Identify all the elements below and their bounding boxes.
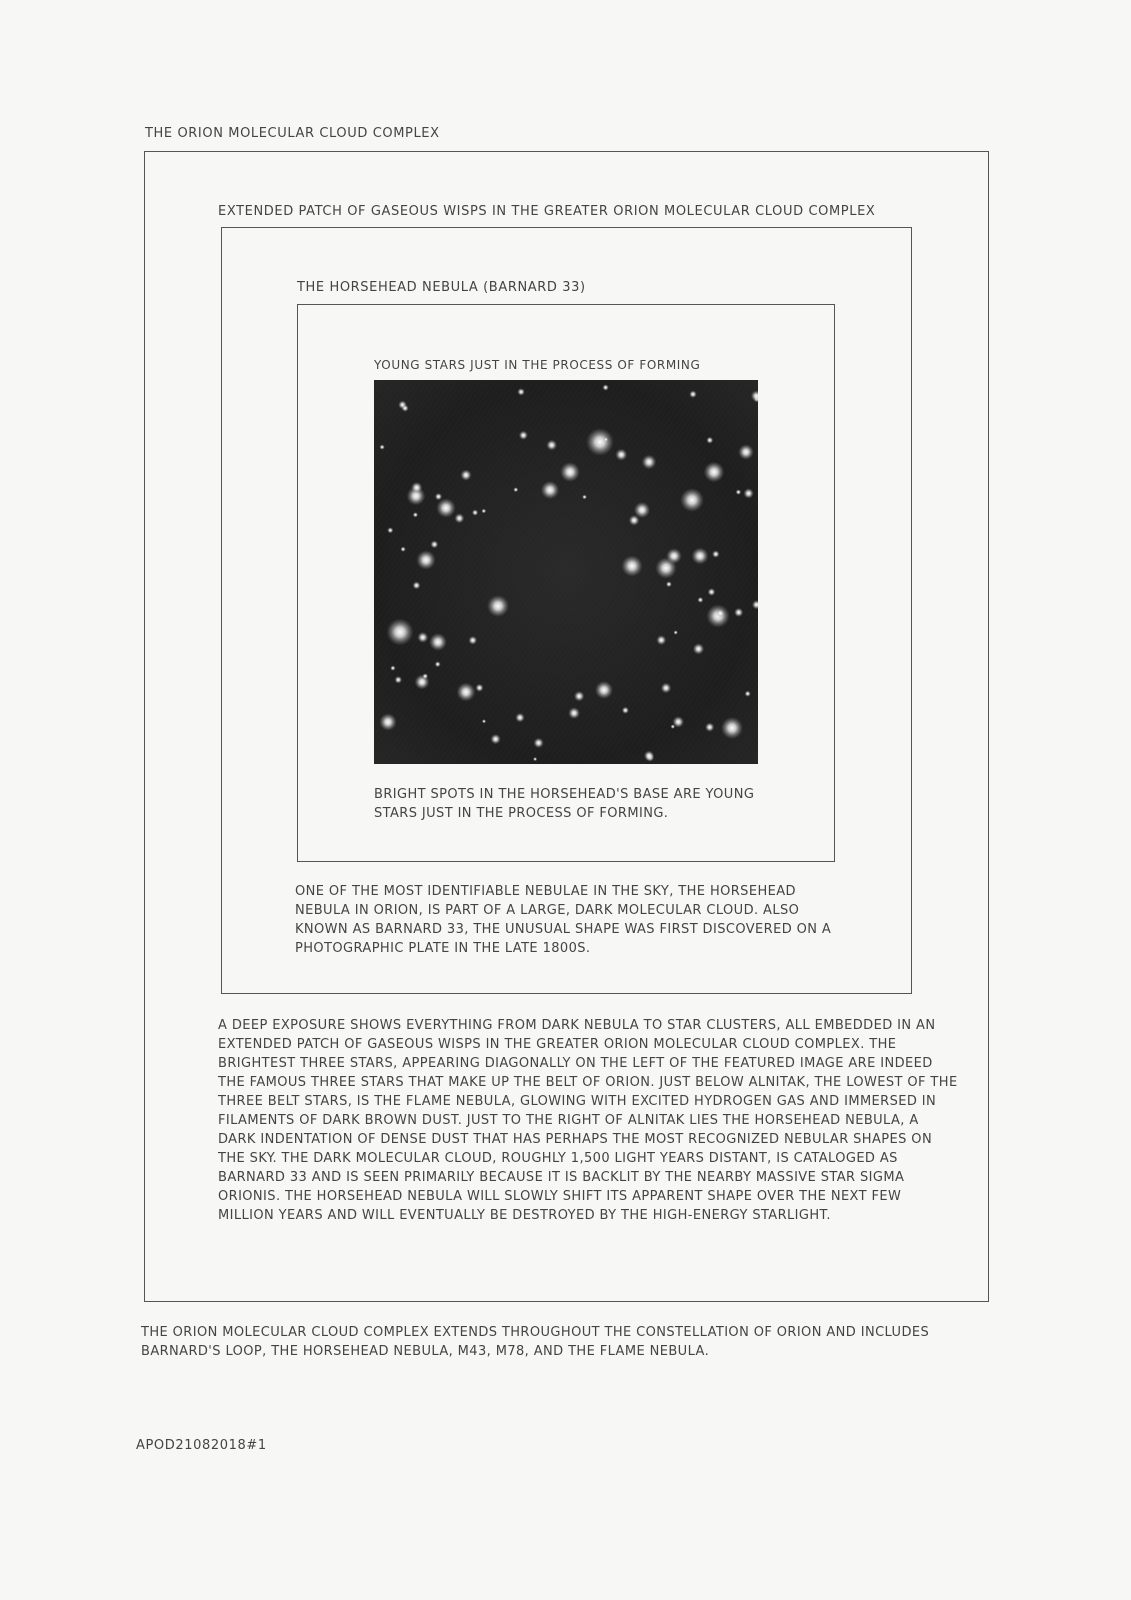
star bbox=[582, 495, 587, 500]
star bbox=[656, 635, 666, 645]
star bbox=[435, 493, 442, 500]
star bbox=[704, 462, 725, 483]
star bbox=[468, 636, 477, 645]
star bbox=[693, 643, 704, 654]
star bbox=[621, 555, 642, 576]
star bbox=[390, 665, 395, 670]
star bbox=[386, 618, 413, 645]
star bbox=[541, 481, 559, 499]
horsehead-description: ONE OF THE MOST IDENTIFIABLE NEBULAE IN THE SKY, THE HORSEHEAD NEBULA IN ORION, IS PART OF A LARGE, DARK MOLECULAR CLOUD. ALSO KNOWN AS BARNARD 33, THE UNUSUAL SHAPE WAS FIRST DISCOVERED ON A PHOTOGRAPHIC PLATE IN THE LATE 1800S. bbox=[295, 884, 832, 956]
star bbox=[519, 431, 528, 440]
star bbox=[517, 388, 525, 396]
star bbox=[416, 550, 435, 569]
star bbox=[533, 757, 537, 761]
star bbox=[422, 673, 428, 679]
star bbox=[490, 734, 500, 744]
star bbox=[411, 482, 422, 493]
level3-title: THE HORSEHEAD NEBULA (BARNARD 33) bbox=[297, 280, 586, 295]
complex-summary: THE ORION MOLECULAR CLOUD COMPLEX EXTENDS THROUGHOUT THE CONSTELLATION OF ORION AND INCLUDES BARNARD'S LOOP, THE HORSEHEAD NEBULA, M43, M78, AND THE FLAME NEBULA. bbox=[141, 1325, 930, 1359]
star bbox=[457, 683, 476, 702]
star bbox=[602, 384, 608, 390]
star bbox=[736, 489, 742, 495]
star bbox=[533, 738, 543, 748]
star bbox=[721, 717, 743, 739]
main-description: A DEEP EXPOSURE SHOWS EVERYTHING FROM DARK NEBULA TO STAR CLUSTERS, ALL EMBEDDED IN AN EXTENDED PATCH OF GASEOUS WISPS IN THE GREATER ORION MOLECULAR CLOUD COMPLEX. THE BRIGHTEST THREE STARS, APPEARING DIAGONALLY ON THE LEFT OF THE FEATURED IMAGE ARE INDEED THE FAMOUS THREE STARS THAT MAKE UP THE BELT OF ORION. JUST BELOW ALNITAK, THE LOWEST OF THE THREE BELT STARS, IS THE FLAME NEBULA, GLOWING WITH EXCITED HYDROGEN GAS AND IMMERSED IN FILAMENTS OF DARK BROWN DUST. JUST TO THE RIGHT OF ALNITAK LIES THE HORSEHEAD NEBULA, A DARK INDENTATION OF DENSE DUST THAT HAS PERHAPS THE MOST RECOGNIZED NEBULAR SHAPES ON THE SKY. THE DARK MOLECULAR CLOUD, ROUGHLY 1,500 LIGHT YEARS DISTANT, IS CATALOGED AS BARNARD 33 AND IS SEEN PRIMARILY BECAUSE IT IS BACKLIT BY THE NEARBY MASSIVE STAR SIGMA ORIONIS. THE HORSEHEAD NEBULA WILL SLOWLY SHIFT ITS APPARENT SHAPE OVER THE NEXT FEW MILLION YEARS AND WILL EVENTUALLY BE DESTROYED BY THE HIGH-ENERGY STARLIGHT. bbox=[218, 1018, 958, 1223]
star bbox=[745, 691, 751, 697]
star bbox=[604, 437, 609, 442]
catalog-id: APOD21082018#1 bbox=[136, 1438, 267, 1453]
star bbox=[400, 547, 405, 552]
star bbox=[674, 630, 678, 634]
star bbox=[666, 581, 672, 587]
star bbox=[706, 437, 713, 444]
star bbox=[430, 540, 438, 548]
star bbox=[661, 683, 672, 694]
star bbox=[487, 595, 509, 617]
star bbox=[387, 527, 393, 533]
star bbox=[712, 550, 720, 558]
star bbox=[680, 488, 704, 512]
image-caption: BRIGHT SPOTS IN THE HORSEHEAD'S BASE ARE YOUNG STARS JUST IN THE PROCESS OF FORMING. bbox=[374, 787, 755, 821]
star bbox=[560, 462, 580, 482]
star bbox=[708, 588, 716, 596]
star bbox=[395, 676, 403, 684]
star bbox=[574, 691, 585, 702]
star bbox=[436, 498, 456, 518]
star bbox=[622, 707, 629, 714]
star bbox=[568, 707, 580, 719]
star bbox=[692, 548, 709, 565]
star bbox=[413, 581, 421, 589]
star bbox=[546, 440, 557, 451]
outer-title: THE ORION MOLECULAR CLOUD COMPLEX bbox=[145, 126, 440, 141]
level2-title: EXTENDED PATCH OF GASEOUS WISPS IN THE GREATER ORION MOLECULAR CLOUD COMPLEX bbox=[218, 204, 876, 219]
star bbox=[671, 724, 676, 729]
star bbox=[417, 632, 428, 643]
star bbox=[629, 515, 640, 526]
star bbox=[475, 684, 483, 692]
level4-title: YOUNG STARS JUST IN THE PROCESS OF FORMING bbox=[374, 358, 701, 372]
star bbox=[413, 512, 418, 517]
star bbox=[586, 428, 614, 456]
star bbox=[644, 751, 654, 761]
star bbox=[435, 661, 441, 667]
star bbox=[379, 713, 396, 730]
young-stars-image bbox=[374, 380, 758, 764]
star bbox=[515, 713, 525, 723]
star bbox=[402, 405, 409, 412]
star bbox=[734, 608, 743, 617]
star bbox=[689, 390, 697, 398]
star bbox=[454, 513, 464, 523]
star bbox=[642, 455, 657, 470]
star bbox=[738, 444, 754, 460]
star bbox=[482, 719, 486, 723]
star bbox=[743, 488, 753, 498]
star bbox=[615, 449, 627, 461]
star bbox=[429, 633, 447, 651]
star bbox=[460, 470, 471, 481]
star bbox=[697, 597, 703, 603]
star bbox=[716, 609, 724, 617]
star bbox=[705, 723, 714, 732]
star bbox=[379, 444, 384, 449]
star bbox=[481, 509, 486, 514]
star bbox=[513, 487, 518, 492]
star bbox=[595, 681, 613, 699]
star bbox=[666, 548, 682, 564]
star bbox=[472, 509, 478, 515]
